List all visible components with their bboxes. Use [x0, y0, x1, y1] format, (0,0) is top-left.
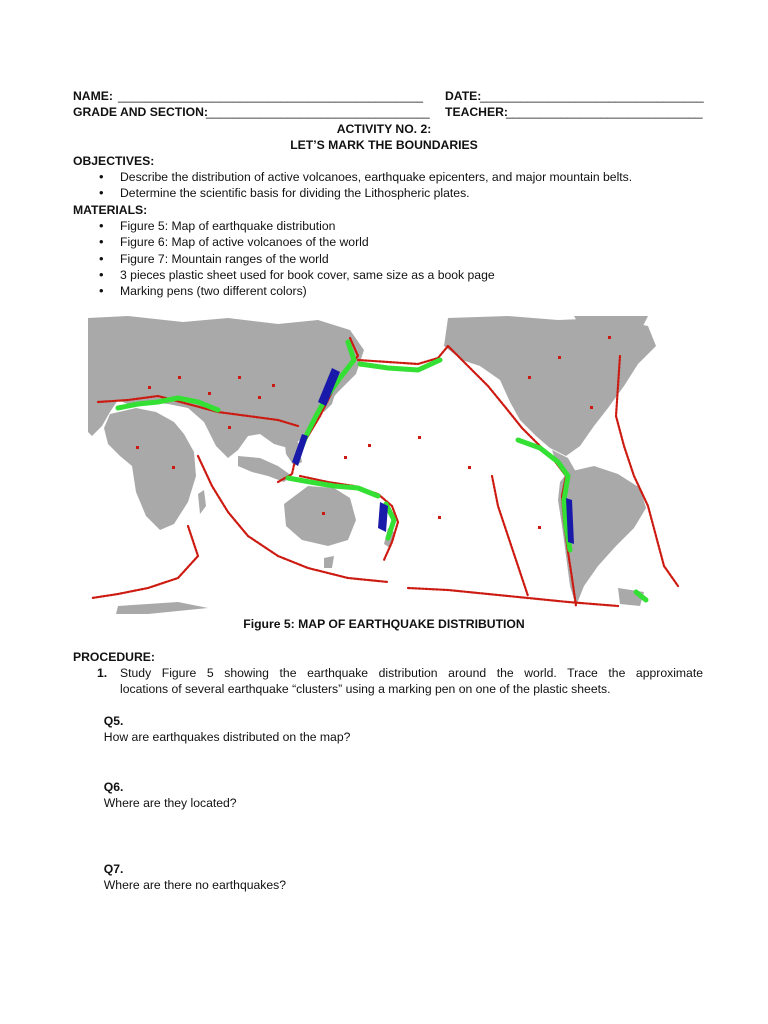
step-text-line1: Study Figure 5 showing the earthquake distribution around the world. Trace the approximate — [120, 666, 703, 680]
objective-item: • Determine the scientific basis for dividing the Lithospheric plates. — [99, 185, 632, 201]
teacher-label: TEACHER: — [445, 105, 508, 119]
earthquake-distribution-map — [88, 316, 683, 614]
question-label: Q7. — [103, 862, 124, 876]
materials-list — [99, 218, 495, 299]
figure-caption: Figure 5: MAP OF EARTHQUAKE DISTRIBUTION — [243, 617, 525, 631]
grade-section-label: GRADE AND SECTION: — [73, 105, 208, 119]
question-q5 — [97, 697, 350, 745]
date-blank[interactable]: _________________________________ — [480, 89, 704, 103]
material-item: • Figure 7: Mountain ranges of the world — [99, 251, 495, 267]
question-q6 — [97, 763, 237, 811]
objective-item: • Describe the distribution of active volcanoes, earthquake epicenters, and major mountain belts. — [99, 169, 632, 185]
step-number: 1. — [97, 666, 108, 680]
name-blank[interactable]: _____________________________________________ — [118, 89, 424, 103]
teacher-blank[interactable]: _____________________________ — [506, 105, 703, 119]
question-text: How are earthquakes distributed on the map? — [103, 730, 351, 744]
objectives-heading: OBJECTIVES: — [73, 154, 155, 168]
question-label: Q6. — [103, 780, 124, 794]
material-item: • Marking pens (two different colors) — [99, 283, 495, 299]
objectives-list — [99, 169, 632, 202]
grade-section-blank[interactable]: _________________________________ — [206, 105, 430, 119]
name-label: NAME: — [73, 89, 113, 103]
procedure-heading: PROCEDURE: — [73, 650, 155, 664]
question-text: Where are there no earthquakes? — [103, 878, 287, 892]
material-item: • 3 pieces plastic sheet used for book cover, same size as a book page — [99, 267, 495, 283]
question-label: Q5. — [103, 714, 124, 728]
activity-number: ACTIVITY NO. 2: — [336, 122, 432, 136]
materials-heading: MATERIALS: — [73, 203, 148, 217]
step-text-line2: locations of several earthquake “clusters” using a marking pen on one of the plastic sheets. — [120, 682, 611, 696]
date-label: DATE: — [445, 89, 482, 103]
activity-title: LET’S MARK THE BOUNDARIES — [290, 138, 478, 152]
material-item: • Figure 5: Map of earthquake distribution — [99, 218, 495, 234]
question-q7 — [97, 845, 286, 893]
material-item: • Figure 6: Map of active volcanoes of the world — [99, 234, 495, 250]
question-text: Where are they located? — [103, 796, 237, 810]
